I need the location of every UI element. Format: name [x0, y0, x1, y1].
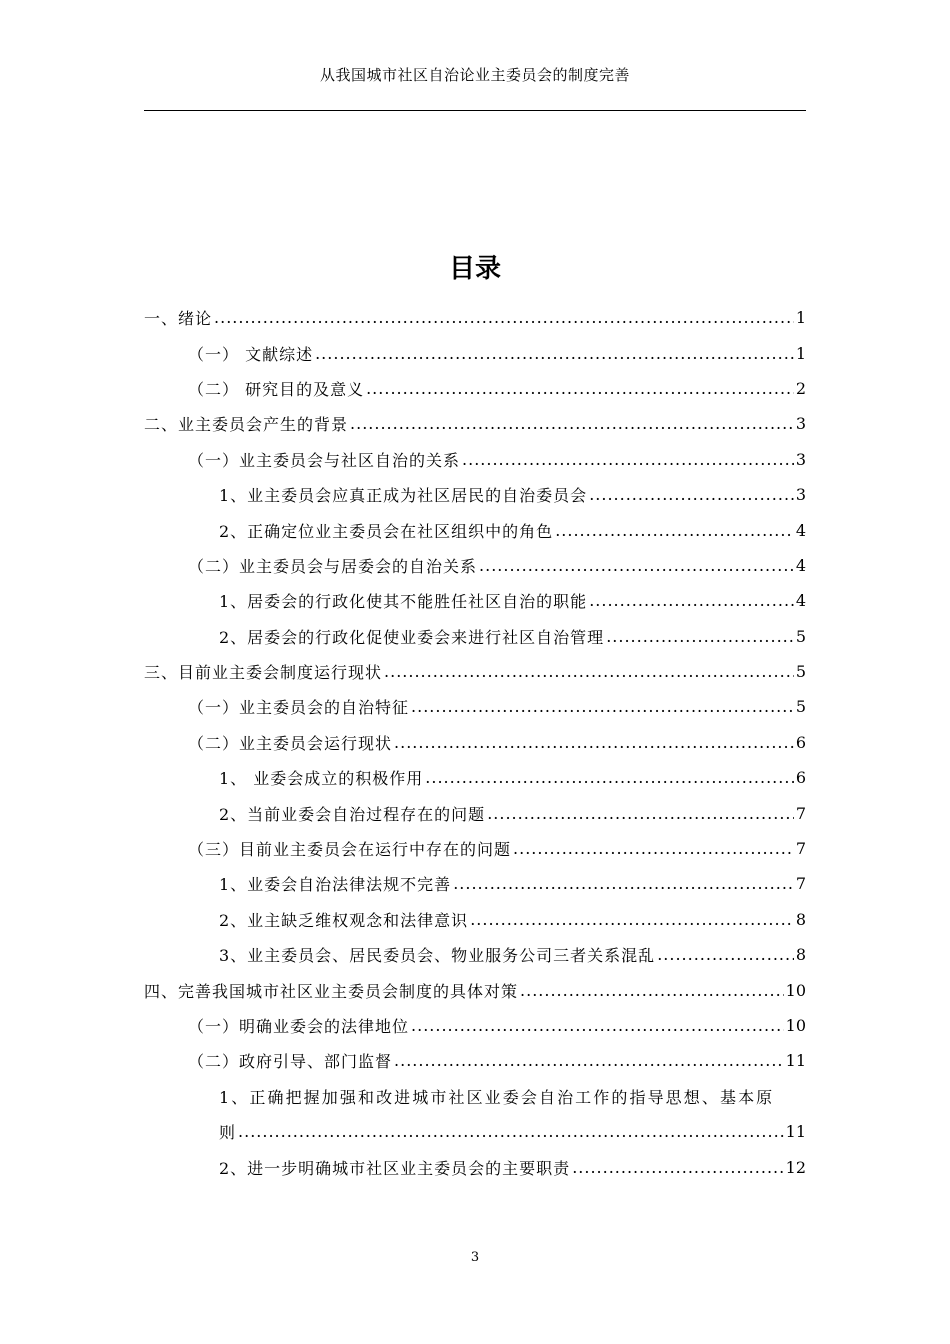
toc-entry[interactable]: 1、业委会自治法律法规不完善 ..... 7	[144, 866, 806, 901]
toc-entry[interactable]: 四、完善我国城市社区业主委员会制度的具体对策 ..... 10	[144, 972, 806, 1007]
running-header: 从我国城市社区自治论业主委员会的制度完善	[319, 66, 630, 84]
toc-entry[interactable]: 2、业主缺乏维权观念和法律意识 ..... 8	[144, 902, 806, 937]
toc-entry[interactable]: （二）业主委员会与居委会的自治关系 ..... 4	[144, 548, 806, 583]
toc-entry[interactable]: 1、业主委员会应真正成为社区居民的自治委员会 ..... 3	[144, 477, 806, 512]
toc-entry[interactable]: （一） 文献综述 ..... 1	[144, 335, 806, 370]
toc-entry[interactable]: （二） 研究目的及意义 ..... 2	[144, 371, 806, 406]
toc-entry[interactable]: 1、居委会的行政化使其不能胜任社区自治的职能 ..... 4	[144, 583, 806, 618]
toc-entry[interactable]: （三）目前业主委员会在运行中存在的问题 ..... 7	[144, 831, 806, 866]
toc-entry[interactable]: （一）业主委员会与社区自治的关系 ..... 3	[144, 442, 806, 477]
toc-title: 目录	[448, 254, 501, 284]
toc-entry[interactable]: （一）业主委员会的自治特征 ..... 5	[144, 689, 806, 724]
table-of-contents	[144, 300, 806, 1185]
toc-entry[interactable]: 2、正确定位业主委员会在社区组织中的角色 ..... 4	[144, 512, 806, 547]
toc-entry[interactable]: 1、 业委会成立的积极作用 ..... 6	[144, 760, 806, 795]
page-number: 3	[470, 1250, 480, 1265]
toc-entry[interactable]: 2、当前业委会自治过程存在的问题 ..... 7	[144, 795, 806, 830]
header-rule	[144, 110, 806, 111]
toc-entry[interactable]: 一、绪论 ..... 1	[144, 300, 806, 335]
toc-entry[interactable]: 1、正确把握加强和改进城市社区业委会自治工作的指导思想、基本原	[219, 1087, 775, 1107]
toc-entry-continuation[interactable]: 则 ..... 11	[144, 1114, 806, 1149]
toc-entry[interactable]: 3、业主委员会、居民委员会、物业服务公司三者关系混乱 ..... 8	[144, 937, 806, 972]
toc-entry[interactable]: （二）业主委员会运行现状 ..... 6	[144, 725, 806, 760]
toc-entry[interactable]: 2、进一步明确城市社区业主委员会的主要职责 ..... 12	[144, 1149, 806, 1184]
toc-entry[interactable]: 2、居委会的行政化促使业委会来进行社区自治管理 ..... 5	[144, 619, 806, 654]
toc-entry[interactable]: （一）明确业委会的法律地位 ..... 10	[144, 1008, 806, 1043]
toc-entry[interactable]: 三、目前业主委会制度运行现状 ..... 5	[144, 654, 806, 689]
toc-entry[interactable]: 二、业主委员会产生的背景 ..... 3	[144, 406, 806, 441]
toc-entry[interactable]: （二）政府引导、部门监督 ..... 11	[144, 1043, 806, 1078]
